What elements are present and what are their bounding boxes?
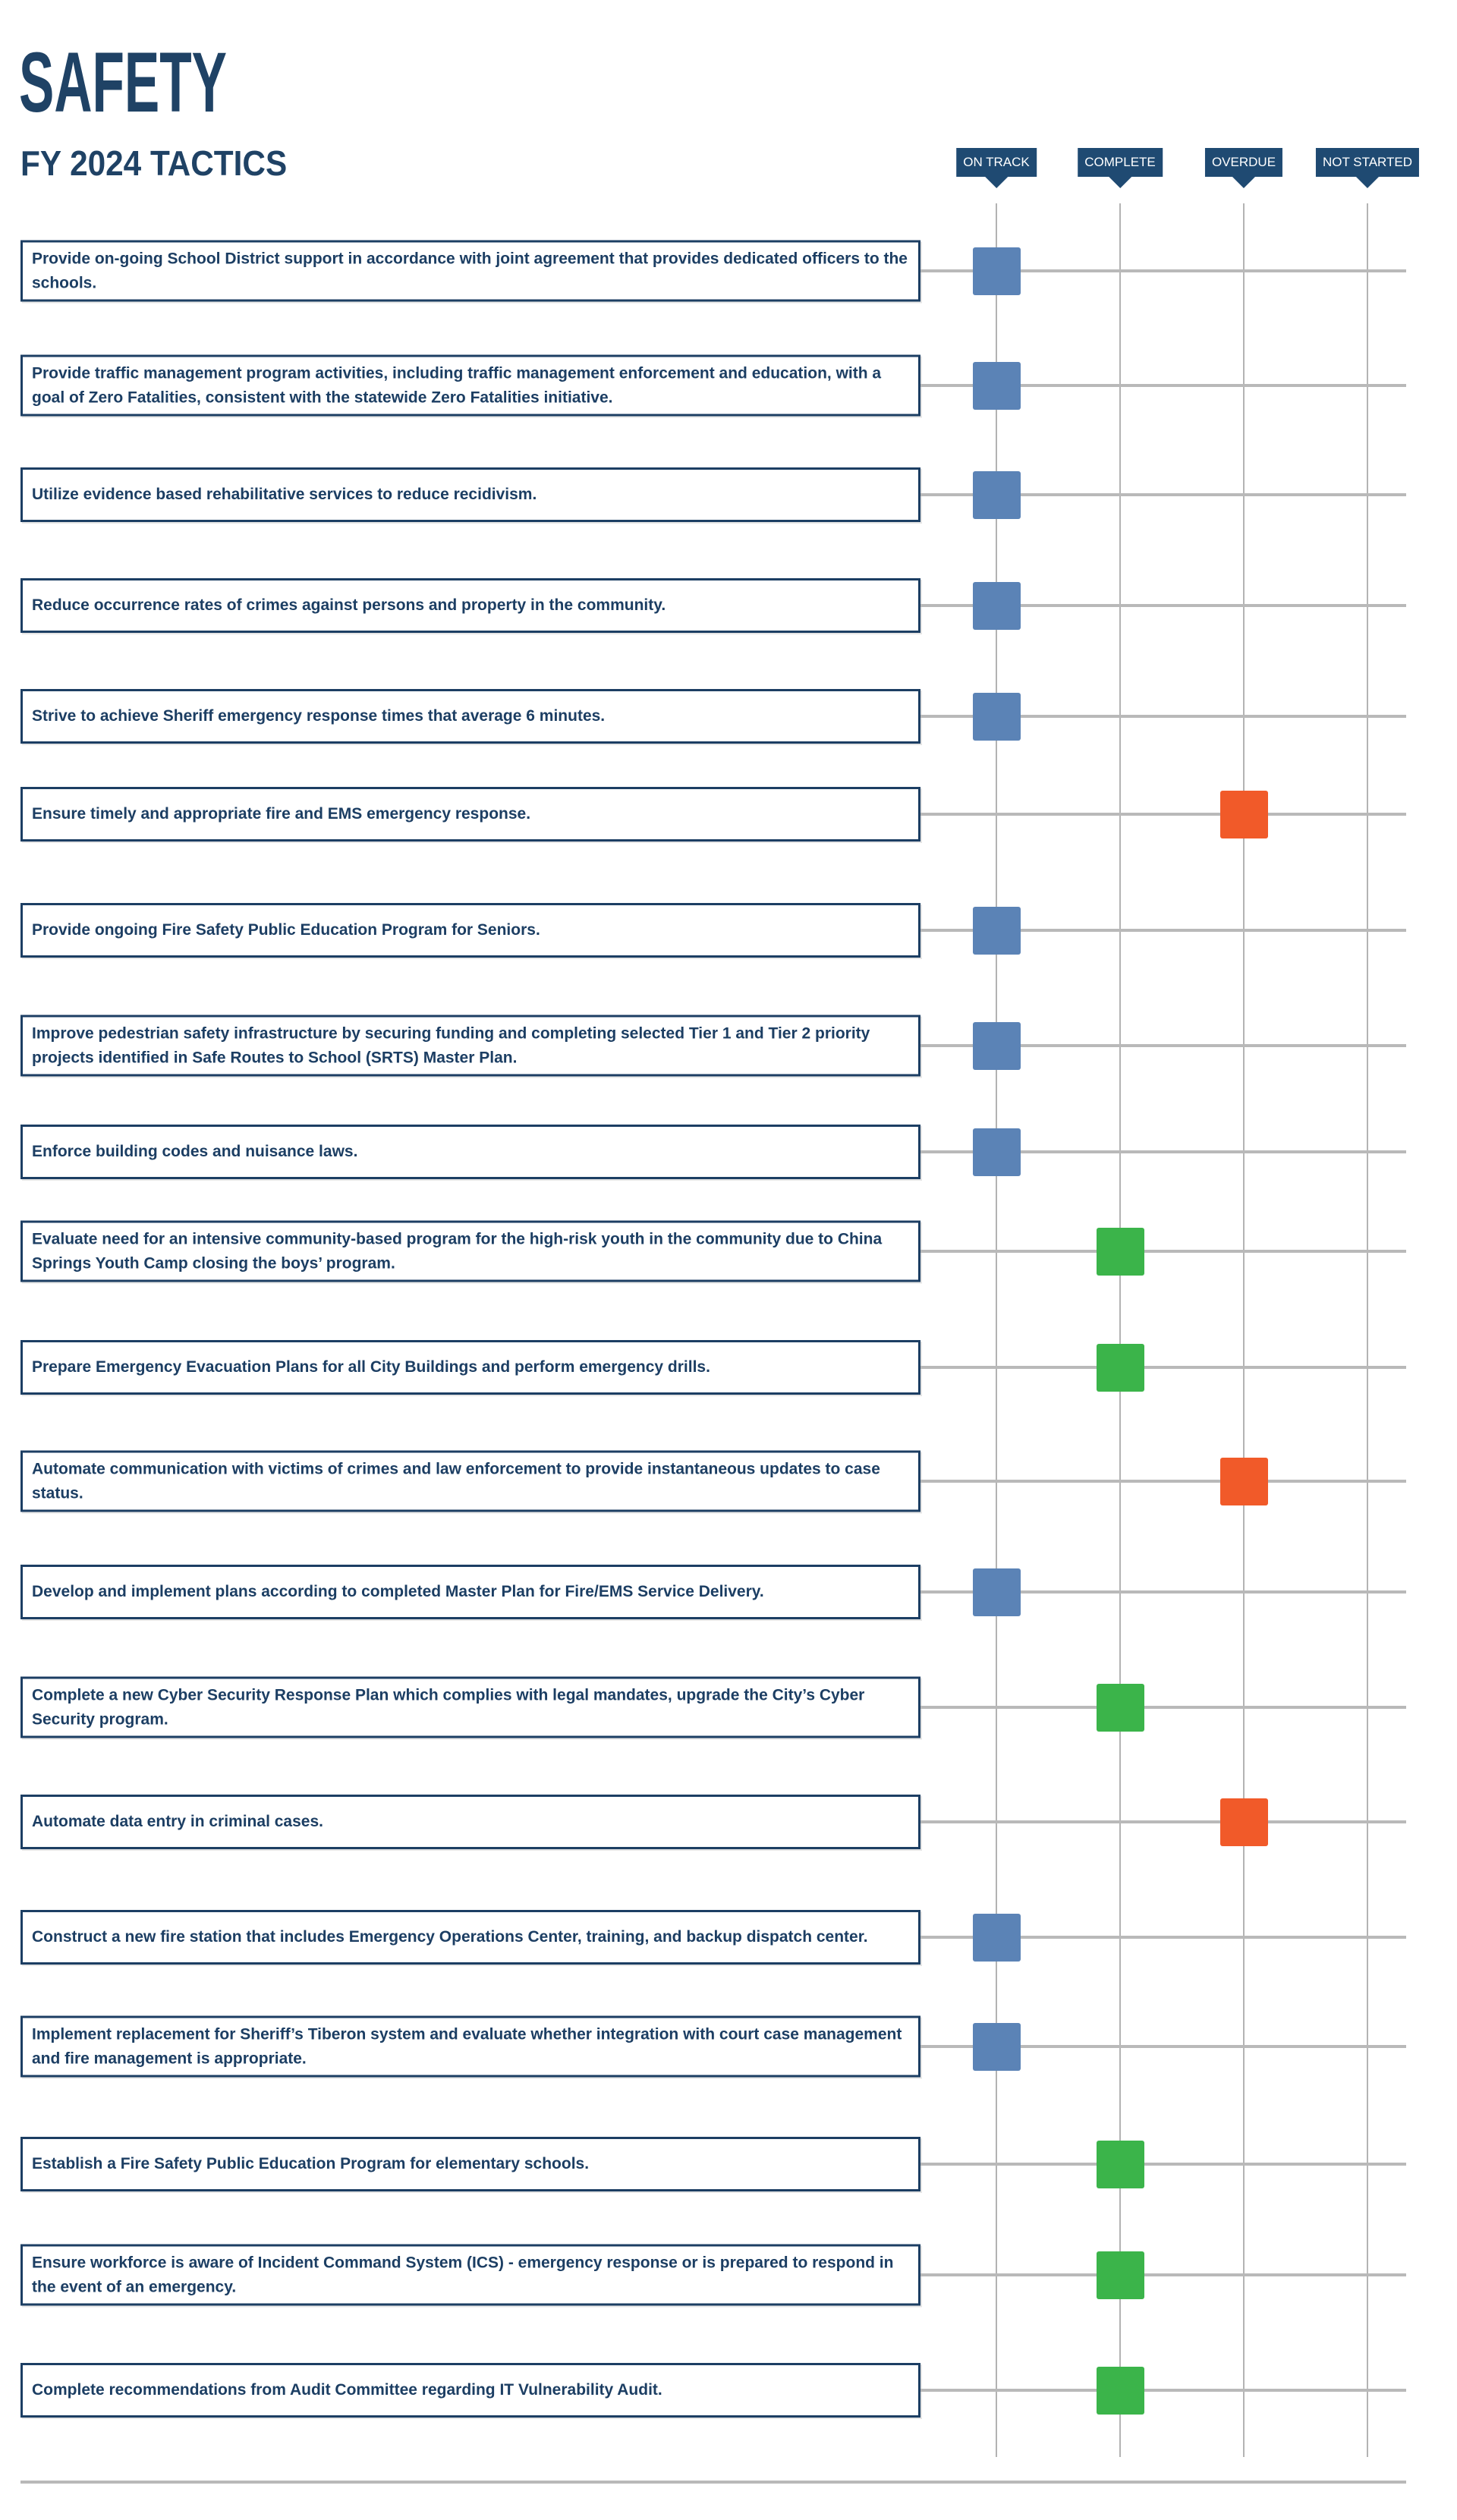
tactic-text: Implement replacement for Sheriff’s Tiberon system and evaluate whether integration with court case management and fire management is appropriate. <box>32 2025 902 2067</box>
column-header-label: ON TRACK <box>963 155 1030 169</box>
page-subtitle: FY 2024 TACTICS <box>20 143 288 183</box>
status-marker-on-track <box>973 1128 1021 1176</box>
tactic-text: Provide ongoing Fire Safety Public Education Program for Seniors. <box>32 921 540 939</box>
tactic-box <box>20 2137 920 2191</box>
tactic-text: Complete recommendations from Audit Committee regarding IT Vulnerability Audit. <box>32 2381 662 2399</box>
column-header-label: NOT STARTED <box>1322 155 1413 169</box>
header-pointer-triangle-icon <box>1109 177 1131 188</box>
tactic-box <box>20 1015 920 1077</box>
bottom-rule <box>20 2481 1406 2484</box>
status-marker-on-track <box>973 693 1021 741</box>
tactic-box <box>20 1340 920 1395</box>
column-header-overdue <box>1205 148 1282 177</box>
tactic-box <box>20 689 920 744</box>
tactic-box <box>20 903 920 958</box>
tactic-text: Improve pedestrian safety infrastructure by securing funding and completing selected Tier 1 and Tier 2 priority projects identified in Safe Routes to School (SRTS) Master Plan. <box>32 1024 870 1066</box>
tactic-box <box>20 1125 920 1179</box>
tactic-box <box>20 467 920 522</box>
status-marker-on-track <box>973 1568 1021 1616</box>
header-pointer-triangle-icon <box>985 177 1008 188</box>
tactic-text: Prepare Emergency Evacuation Plans for all City Buildings and perform emergency drills. <box>32 1358 710 1376</box>
column-gridline-on-track <box>996 203 997 2457</box>
status-marker-on-track <box>973 1914 1021 1962</box>
tactic-text: Automate communication with victims of crimes and law enforcement to provide instantaneous updates to case status. <box>32 1460 880 1502</box>
status-marker-on-track <box>973 362 1021 410</box>
column-gridline-overdue <box>1243 203 1245 2457</box>
connector-line <box>920 1706 1406 1709</box>
tactic-text: Reduce occurrence rates of crimes against persons and property in the community. <box>32 596 666 615</box>
connector-line <box>920 1250 1406 1253</box>
tactic-box <box>20 1221 920 1282</box>
connector-line <box>920 1366 1406 1369</box>
tactic-text: Complete a new Cyber Security Response Plan which complies with legal mandates, upgrade the City’s Cyber Security program. <box>32 1686 865 1728</box>
tactic-box <box>20 1451 920 1512</box>
status-marker-complete <box>1097 2367 1144 2415</box>
tactic-box <box>20 355 920 417</box>
tactic-box <box>20 1910 920 1965</box>
status-marker-on-track <box>973 582 1021 630</box>
tactic-text: Enforce building codes and nuisance laws. <box>32 1143 358 1161</box>
tactic-text: Provide on-going School District support in accordance with joint agreement that provides dedicated officers to the schools. <box>32 250 908 291</box>
tactic-box <box>20 1795 920 1849</box>
status-marker-overdue <box>1220 791 1268 838</box>
connector-line <box>920 1820 1406 1823</box>
connector-line <box>920 2273 1406 2276</box>
header-pointer-triangle-icon <box>1356 177 1379 188</box>
tactic-text: Provide traffic management program activities, including traffic management enforcement and education, with a goal of Zero Fatalities, consistent with the statewide Zero Fatalities initiative. <box>32 364 882 406</box>
page-title: SAFETY <box>19 35 227 130</box>
connector-line <box>920 1480 1406 1483</box>
column-header-label: OVERDUE <box>1211 155 1276 169</box>
status-marker-on-track <box>973 1022 1021 1070</box>
connector-line <box>920 2389 1406 2392</box>
status-marker-overdue <box>1220 1458 1268 1505</box>
status-marker-on-track <box>973 2023 1021 2071</box>
tactic-box <box>20 787 920 842</box>
status-marker-complete <box>1097 2141 1144 2188</box>
status-marker-on-track <box>973 907 1021 955</box>
status-marker-overdue <box>1220 1798 1268 1846</box>
column-header-not-started <box>1316 148 1419 177</box>
column-header-on-track <box>956 148 1037 177</box>
status-marker-complete <box>1097 1684 1144 1732</box>
tactic-text: Establish a Fire Safety Public Education Program for elementary schools. <box>32 2155 590 2173</box>
connector-line <box>920 2163 1406 2166</box>
tactic-text: Utilize evidence based rehabilitative services to reduce recidivism. <box>32 486 537 504</box>
tactic-text: Automate data entry in criminal cases. <box>32 1813 323 1831</box>
column-header-label: COMPLETE <box>1084 155 1156 169</box>
connector-line <box>920 813 1406 816</box>
column-gridline-complete <box>1119 203 1121 2457</box>
tactic-text: Develop and implement plans according to completed Master Plan for Fire/EMS Service Delivery. <box>32 1583 764 1601</box>
tactic-text: Ensure timely and appropriate fire and EMS emergency response. <box>32 805 531 823</box>
status-marker-complete <box>1097 2251 1144 2299</box>
column-header-complete <box>1078 148 1163 177</box>
status-marker-on-track <box>973 247 1021 295</box>
tactic-box <box>20 2245 920 2306</box>
status-marker-complete <box>1097 1344 1144 1392</box>
tactic-text: Strive to achieve Sheriff emergency response times that average 6 minutes. <box>32 707 606 725</box>
tactic-text: Evaluate need for an intensive community-based program for the high-risk youth in the community due to China Springs Youth Camp closing the boys’ program. <box>32 1230 883 1272</box>
tactic-box <box>20 2363 920 2418</box>
tactic-box <box>20 241 920 302</box>
tactic-box <box>20 2016 920 2078</box>
tactic-box <box>20 578 920 633</box>
tactic-text: Ensure workforce is aware of Incident Command System (ICS) - emergency response or is prepared to respond in the event of an emergency. <box>32 2254 894 2295</box>
column-gridline-not-started <box>1367 203 1368 2457</box>
status-marker-complete <box>1097 1228 1144 1276</box>
status-marker-on-track <box>973 471 1021 519</box>
tactic-box <box>20 1565 920 1619</box>
tactic-box <box>20 1677 920 1738</box>
header-pointer-triangle-icon <box>1232 177 1255 188</box>
tactic-text: Construct a new fire station that includes Emergency Operations Center, training, and backup dispatch center. <box>32 1928 868 1946</box>
